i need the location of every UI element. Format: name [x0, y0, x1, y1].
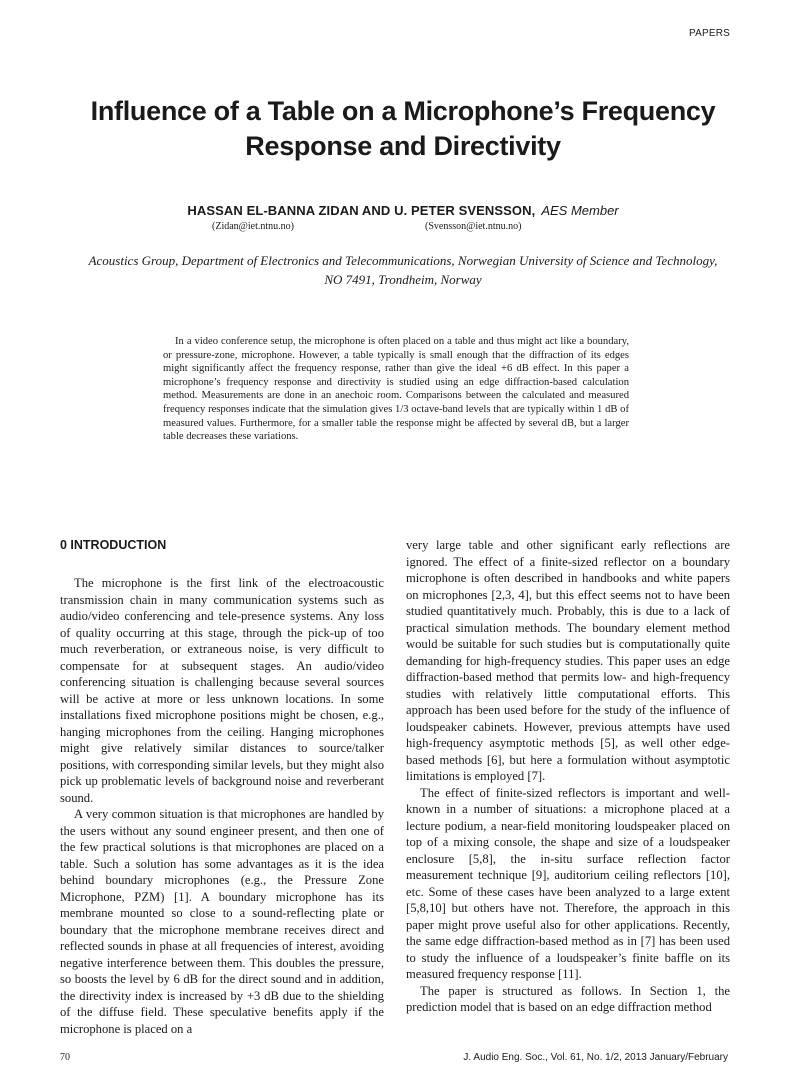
body-paragraph: The effect of finite-sized reflectors is important and well-known in a number of situations: a microphone placed at a lecture podium, a near-field monitoring loudspeaker placed on top of a mixing console, the shape and size of a loudspeaker enclosure [5,8], the in-situ surface reflection factor measurement technique [9], auditorium ceiling reflectors [10], etc. Some of these cases have been analyzed to a large extent [5,8,10] but others have not. Therefore, the approach in this paper might prove useful also for other applications. Recently, the same edge diffraction-based method as in [7] has been used to study the influence of a loudspeaker’s finite baffle on its measured frequency response [11]. [406, 785, 730, 981]
section-heading: 0 INTRODUCTION [60, 538, 167, 552]
journal-citation: J. Audio Eng. Soc., Vol. 61, No. 1/2, 2013 January/February [463, 1052, 728, 1063]
body-column-right [406, 537, 730, 1016]
body-paragraph: very large table and other significant early reflections are ignored. The effect of a finite-sized reflector on a boundary microphone is often described in handbooks and white papers on microphones [2,3, 4], but this effect seems not to have been studied quantitatively much. Probably, this is due to a lack of practical simulation methods. The boundary element method would be suitable for such studies but is computationally quite demanding for high-frequency studies. This paper uses an edge diffraction-based method that permits low- and high-frequency studies with relatively little computational efforts. This approach has been used before for the study of the influence of loudspeaker cabinets. However, previous attempts have used high-frequency asymptotic methods [5], as well other edge-based methods [6], but here a formulation without asymptotic limitations is employed [7]. [406, 538, 730, 783]
body-paragraph: A very common situation is that microphones are handled by the users without any sound engineer present, and then one of the few practical solutions is that microphones are placed on a table. Such a solution has some advantages as it is the idea behind boundary microphones (e.g., the Pressure Zone Microphone, PZM) [1]. A boundary microphone has its membrane mounted so close to a sound-reflecting plate or boundary that the microphone membrane receives direct and reflected sounds in phase at all frequencies of interest, avoiding negative interference between them. This doubles the pressure, so boosts the level by 6 dB for the direct sound and in addition, the directivity index is increased by +3 dB due to the shielding of the diffuse field. These speculative benefits apply if the microphone is placed on a [60, 807, 384, 1036]
author-email-1: (Zidan@iet.ntnu.no) [212, 221, 294, 232]
abstract: In a video conference setup, the microphone is often placed on a table and thus might act like a boundary, or pressure-zone, microphone. However, a table typically is small enough that the diffraction of its edges might significantly affect the frequency response, rather than give the ideal +6 dB effect. In this paper a microphone’s frequency response and directivity is studied using an edge diffraction-based calculation method. Measurements are done in an anechoic room. Comparisons between the calculated and measured frequency responses indicate that the simulation gives 1/3 octave-band levels that are typically within 1 dB of measured values. Furthermore, for a smaller table the response might be affected by several dB, but a larger table decreases these variations. [163, 336, 629, 443]
page-number: 70 [60, 1052, 70, 1063]
author-line [40, 203, 766, 218]
running-head: PAPERS [688, 28, 730, 39]
author-names: HASSAN EL-BANNA ZIDAN AND U. PETER SVENSSON, [187, 203, 536, 218]
body-column-left [60, 537, 384, 1037]
affiliation: Acoustics Group, Department of Electronics and Telecommunications, Norwegian University of Science and Technology, NO 7491, Trondheim, Norway [88, 253, 718, 287]
author-membership: AES Member [541, 203, 619, 218]
author-email-2: (Svensson@iet.ntnu.no) [425, 221, 522, 232]
paper-title: Influence of a Table on a Microphone’s Frequency Response and Directivity [90, 96, 716, 161]
body-paragraph: The microphone is the first link of the electroacoustic transmission chain in many communication systems such as audio/video conferencing and tele-presence systems. Any loss of quality occurring at this stage, through the pick-up of too much reverberation, or extraneous noise, is very difficult to compensate for at subsequent stages. An audio/video conferencing situation is challenging because several sources will be active at more or less unknown locations. In some installations fixed microphone positions might be chosen, e.g., hanging microphones from the ceiling. Hanging microphones might give relatively similar distances to source/talker positions, with corresponding similar levels, but they might also pick up problematic levels of background noise and reverberant sound. [60, 576, 384, 805]
body-paragraph: The paper is structured as follows. In Section 1, the prediction model that is based on an edge diffraction method [406, 983, 730, 1014]
